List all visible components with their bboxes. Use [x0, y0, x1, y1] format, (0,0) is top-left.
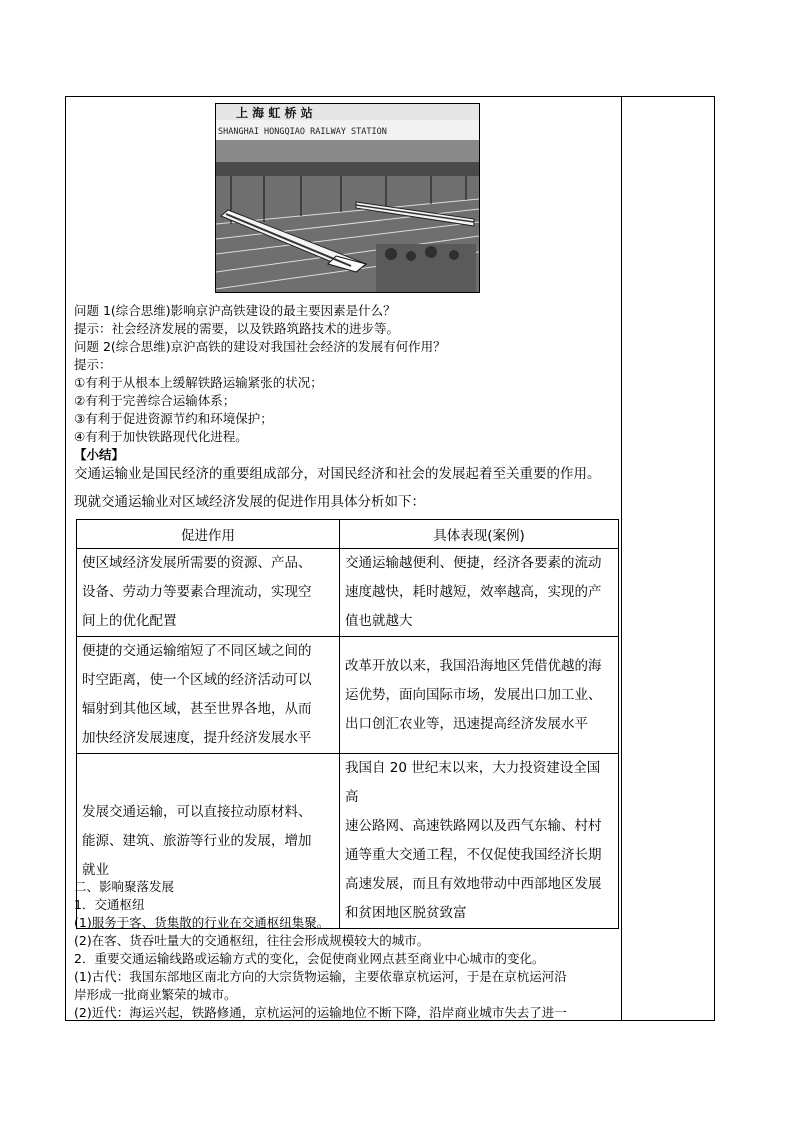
section-2-line: (2)在客、货吞吐量大的交通枢纽，往往会形成规模较大的城市。 — [74, 933, 430, 948]
section-2-line: (2)近代：海运兴起，铁路修通，京杭运河的运输地位不断下降，沿岸商业城市失去了进一 — [74, 1005, 567, 1020]
table-row — [77, 754, 619, 929]
example-cell: 交通运输越便利、便捷，经济各要素的流动 速度越快，耗时越短，效率越高，实现的产 值也就越大 — [340, 549, 619, 637]
question-1: 问题 1(综合思维)影响京沪高铁建设的最主要因素是什么？ — [74, 303, 396, 318]
column-divider — [621, 97, 622, 1020]
header-effect: 促进作用 — [77, 520, 340, 549]
section-2-line: 岸形成一批商业繁荣的城市。 — [74, 987, 237, 1002]
effect-cell: 使区域经济发展所需要的资源、产品、 设备、劳动力等要素合理流动，实现空 间上的优化配置 — [77, 549, 340, 637]
answer-1: 提示：社会经济发展的需要，以及铁路筑路技术的进步等。 — [74, 321, 400, 336]
table-header-row — [77, 520, 619, 549]
section-2-line: 2．重要交通运输线路或运输方式的变化，会促使商业网点甚至商业中心城市的变化。 — [74, 951, 545, 966]
station-sign-en: SHANGHAI HONGQIAO RAILWAY STATION — [218, 127, 387, 137]
lesson-frame — [65, 96, 715, 1021]
section-2-line: 1．交通枢纽 — [74, 897, 145, 912]
promotion-table — [76, 519, 619, 929]
effect-cell: 发展交通运输，可以直接拉动原材料、 能源、建筑、旅游等行业的发展，增加 就业 — [77, 754, 340, 929]
example-cell: 改革开放以来，我国沿海地区凭借优越的海 运优势，面向国际市场，发展出口加工业、 出口创汇农业等，迅速提高经济发展水平 — [340, 637, 619, 754]
example-cell: 我国自 20 世纪末以来，大力投资建设全国高 速公路网、高速铁路网以及西气东输、村村 通等重大交通工程，不仅促使我国经济长期 高速发展，而且有效地带动中西部地区发展 和贫困地区脱贫致富 — [340, 754, 619, 929]
table-row — [77, 549, 619, 637]
summary-text: 交通运输业是国民经济的重要组成部分，对国民经济和社会的发展起着至关重要的作用。 — [74, 466, 601, 482]
effect-cell: 便捷的交通运输缩短了不同区域之间的 时空距离，使一个区域的经济活动可以 辐射到其他区域，甚至世界各地，从而 加快经济发展速度，提升经济发展水平 — [77, 637, 340, 754]
analysis-intro: 现就交通运输业对区域经济发展的促进作用具体分析如下： — [74, 494, 425, 510]
station-photo — [215, 103, 480, 293]
header-example: 具体表现(案例) — [340, 520, 619, 549]
section-2-line: (1)古代：我国东部地区南北方向的大宗货物运输，主要依靠京杭运河，于是在京杭运河沿 — [74, 969, 567, 984]
question-2: 问题 2(综合思维)京沪高铁的建设对我国社会经济的发展有何作用？ — [74, 339, 446, 354]
table-row — [77, 637, 619, 754]
main-column — [70, 97, 619, 1020]
section-2-title: 二、影响聚落发展 — [74, 879, 175, 894]
point-3: ③有利于促进资源节约和环境保护； — [74, 411, 273, 426]
station-sign-cn: 上 海 虹 桥 站 — [236, 106, 313, 120]
point-1: ①有利于从根本上缓解铁路运输紧张的状况； — [74, 375, 323, 390]
section-2-line: (1)服务于客、货集散的行业在交通枢纽集聚。 — [74, 915, 330, 930]
hint-label: 提示： — [74, 357, 112, 372]
point-2: ②有利于完善综合运输体系； — [74, 393, 236, 408]
summary-heading: 【小结】 — [74, 447, 125, 462]
point-4: ④有利于加快铁路现代化进程。 — [74, 429, 248, 444]
